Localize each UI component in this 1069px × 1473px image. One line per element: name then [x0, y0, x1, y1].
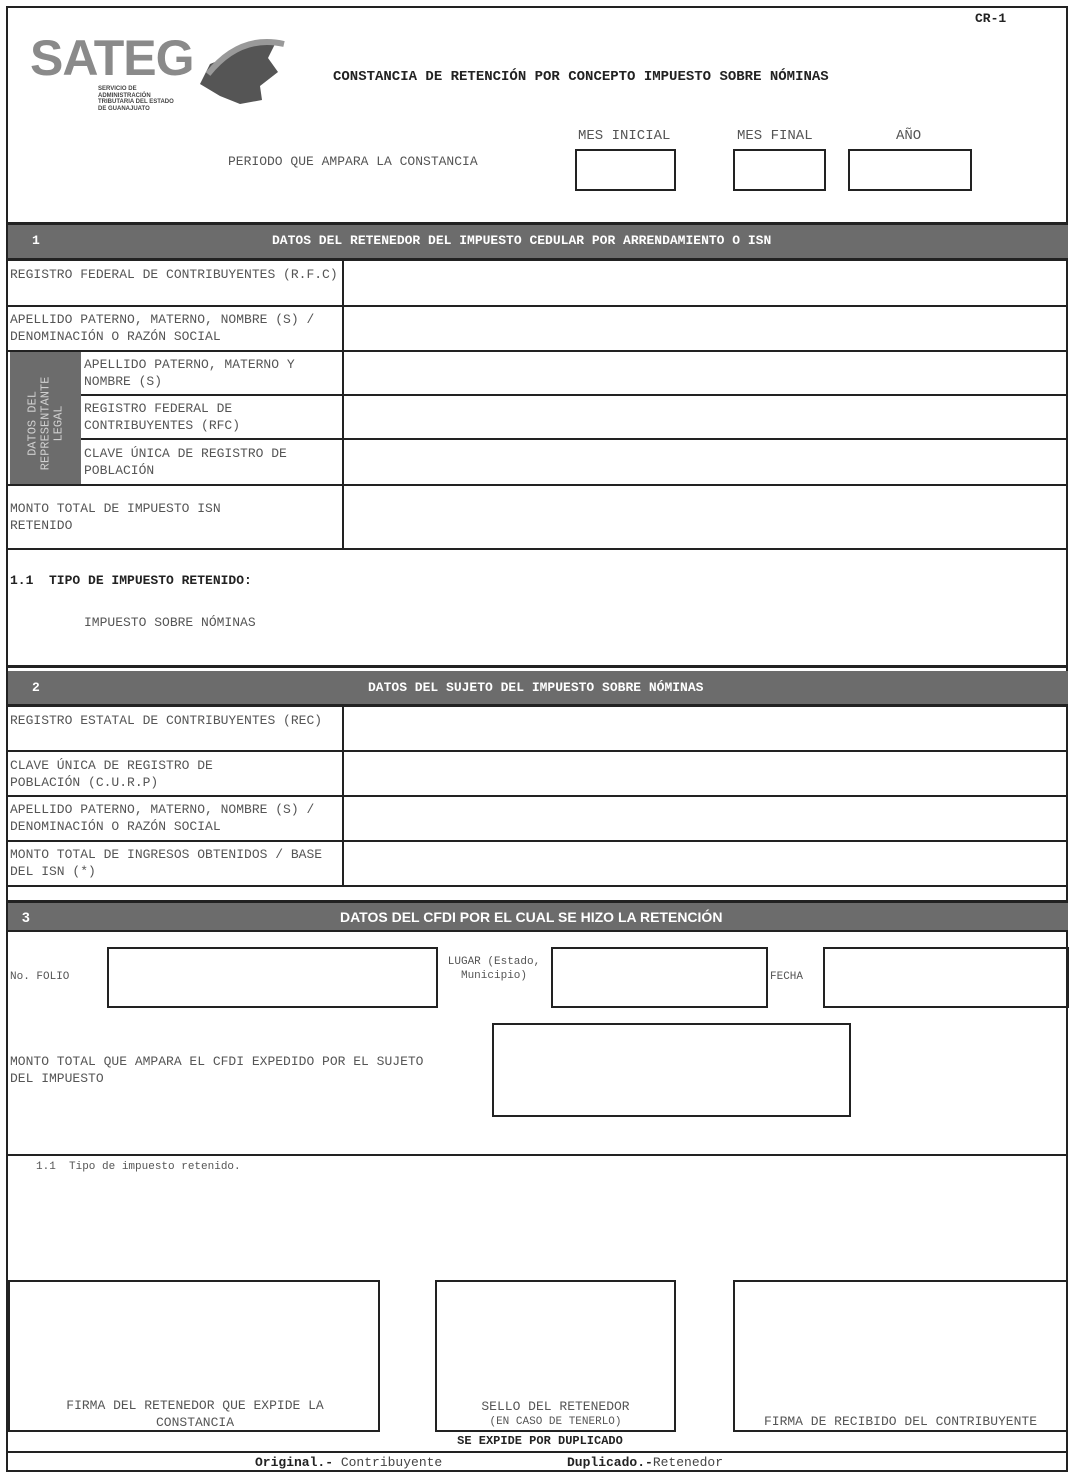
guanajuato-map-icon: [190, 34, 286, 106]
duplicado-notice: SE EXPIDE POR DUPLICADO: [457, 1434, 623, 1448]
folio-field[interactable]: [107, 947, 438, 1008]
monto-isn-field[interactable]: [345, 486, 1065, 548]
column-divider: [342, 706, 344, 886]
anio-label: AÑO: [896, 128, 922, 144]
tipo-impuesto-heading: 1.1 TIPO DE IMPUESTO RETENIDO:: [10, 573, 252, 588]
tipo-impuesto-value: IMPUESTO SOBRE NÓMINAS: [84, 615, 256, 630]
rep-curp-field[interactable]: [345, 440, 1065, 484]
form-code: CR-1: [975, 11, 1007, 26]
column-divider: [342, 260, 344, 550]
rec-label: REGISTRO ESTATAL DE CONTRIBUYENTES (REC): [10, 713, 323, 728]
divider: [8, 258, 1068, 261]
rep-rfc-label: REGISTRO FEDERAL DE CONTRIBUYENTES (RFC): [84, 401, 241, 433]
nombre-field[interactable]: [345, 307, 1065, 349]
section-3-header: [8, 903, 1068, 930]
divider: [8, 885, 1068, 887]
footer-original: Original.- Contribuyente: [255, 1455, 443, 1470]
firma-retenedor-box[interactable]: [8, 1280, 380, 1432]
section-3-number: 3: [22, 909, 30, 925]
section-2-number: 2: [32, 680, 40, 695]
sujeto-nombre-field[interactable]: [345, 797, 1065, 839]
sello-retenedor-label: SELLO DEL RETENEDOR: [481, 1399, 630, 1414]
section-1-title: DATOS DEL RETENEDOR DEL IMPUESTO CEDULAR POR ARRENDAMIENTO O ISN: [272, 233, 772, 248]
monto-cfdi-label: MONTO TOTAL QUE AMPARA EL CFDI EXPEDIDO POR EL SUJETO DEL IMPUESTO: [10, 1054, 424, 1086]
section-2-title: DATOS DEL SUJETO DEL IMPUESTO SOBRE NÓMINAS: [368, 680, 704, 695]
mes-inicial-field[interactable]: [575, 149, 676, 191]
section-3-title: DATOS DEL CFDI POR EL CUAL SE HIZO LA RETENCIÓN: [340, 909, 723, 925]
sello-retenedor-note: (EN CASO DE TENERLO): [489, 1416, 622, 1428]
firma-contribuyente-label: FIRMA DE RECIBIDO DEL CONTRIBUYENTE: [763, 1414, 1038, 1429]
section-1-number: 1: [32, 233, 40, 248]
form-title: CONSTANCIA DE RETENCIÓN POR CONCEPTO IMPUESTO SOBRE NÓMINAS: [333, 69, 829, 85]
sello-retenedor-box[interactable]: [435, 1280, 676, 1432]
lugar-label: LUGAR (Estado, Municipio): [447, 956, 541, 982]
mes-final-label: MES FINAL: [737, 128, 813, 144]
lugar-field[interactable]: [551, 947, 768, 1008]
monto-cfdi-field[interactable]: [492, 1023, 851, 1117]
ingresos-label: MONTO TOTAL DE INGRESOS OBTENIDOS / BASE DEL ISN (*): [10, 847, 323, 879]
rec-field[interactable]: [345, 708, 1065, 750]
mes-final-field[interactable]: [733, 149, 826, 191]
section-2-header: [8, 671, 1068, 704]
rfc-field[interactable]: [345, 262, 1065, 304]
tipo-impuesto-note: 1.1 Tipo de impuesto retenido.: [36, 1161, 241, 1173]
rep-nombre-field[interactable]: [345, 352, 1065, 394]
rep-rfc-field[interactable]: [345, 396, 1065, 438]
mes-inicial-label: MES INICIAL: [578, 128, 671, 144]
rfc-label: REGISTRO FEDERAL DE CONTRIBUYENTES (R.F.C): [10, 267, 338, 282]
monto-isn-label: MONTO TOTAL DE IMPUESTO ISN RETENIDO: [10, 501, 221, 533]
curp-field[interactable]: [345, 752, 1065, 794]
folio-label: No. FOLIO: [10, 971, 70, 983]
divider: [8, 704, 1068, 707]
representante-side-label: DATOS DEL REPRESENTANTE LEGAL: [10, 352, 81, 484]
fecha-field[interactable]: [823, 947, 1069, 1008]
divider: [8, 665, 1068, 668]
divider: [8, 1154, 1068, 1156]
section-1-header: [8, 225, 1068, 258]
sujeto-nombre-label: APELLIDO PATERNO, MATERNO, NOMBRE (S) / DENOMINACIÓN O RAZÓN SOCIAL: [10, 802, 315, 834]
nombre-label: APELLIDO PATERNO, MATERNO, NOMBRE (S) / DENOMINACIÓN O RAZÓN SOCIAL: [10, 312, 315, 344]
curp-label: CLAVE ÚNICA DE REGISTRO DE POBLACIÓN (C.U.R.P): [10, 758, 213, 790]
firma-contribuyente-box[interactable]: [733, 1280, 1068, 1432]
sateg-logo: [30, 30, 270, 120]
rep-curp-label: CLAVE ÚNICA DE REGISTRO DE POBLACIÓN: [84, 446, 287, 478]
divider: [8, 930, 1068, 932]
ingresos-field[interactable]: [345, 842, 1065, 884]
anio-field[interactable]: [848, 149, 972, 191]
logo-wordmark: SATEG: [30, 30, 194, 86]
period-label: PERIODO QUE AMPARA LA CONSTANCIA: [228, 154, 478, 169]
rep-nombre-label: APELLIDO PATERNO, MATERNO Y NOMBRE (S): [84, 357, 295, 389]
divider: [8, 1451, 1068, 1453]
firma-retenedor-label: FIRMA DEL RETENEDOR QUE EXPIDE LA CONSTANCIA: [66, 1398, 324, 1430]
fecha-label: FECHA: [770, 971, 804, 983]
footer-duplicado: Duplicado.-Retenedor: [567, 1455, 724, 1470]
logo-subtext: SERVICIO DE ADMINISTRACIÓN TRIBUTARIA DEL ESTADO DE GUANAJUATO: [98, 86, 174, 112]
divider: [8, 548, 1068, 550]
